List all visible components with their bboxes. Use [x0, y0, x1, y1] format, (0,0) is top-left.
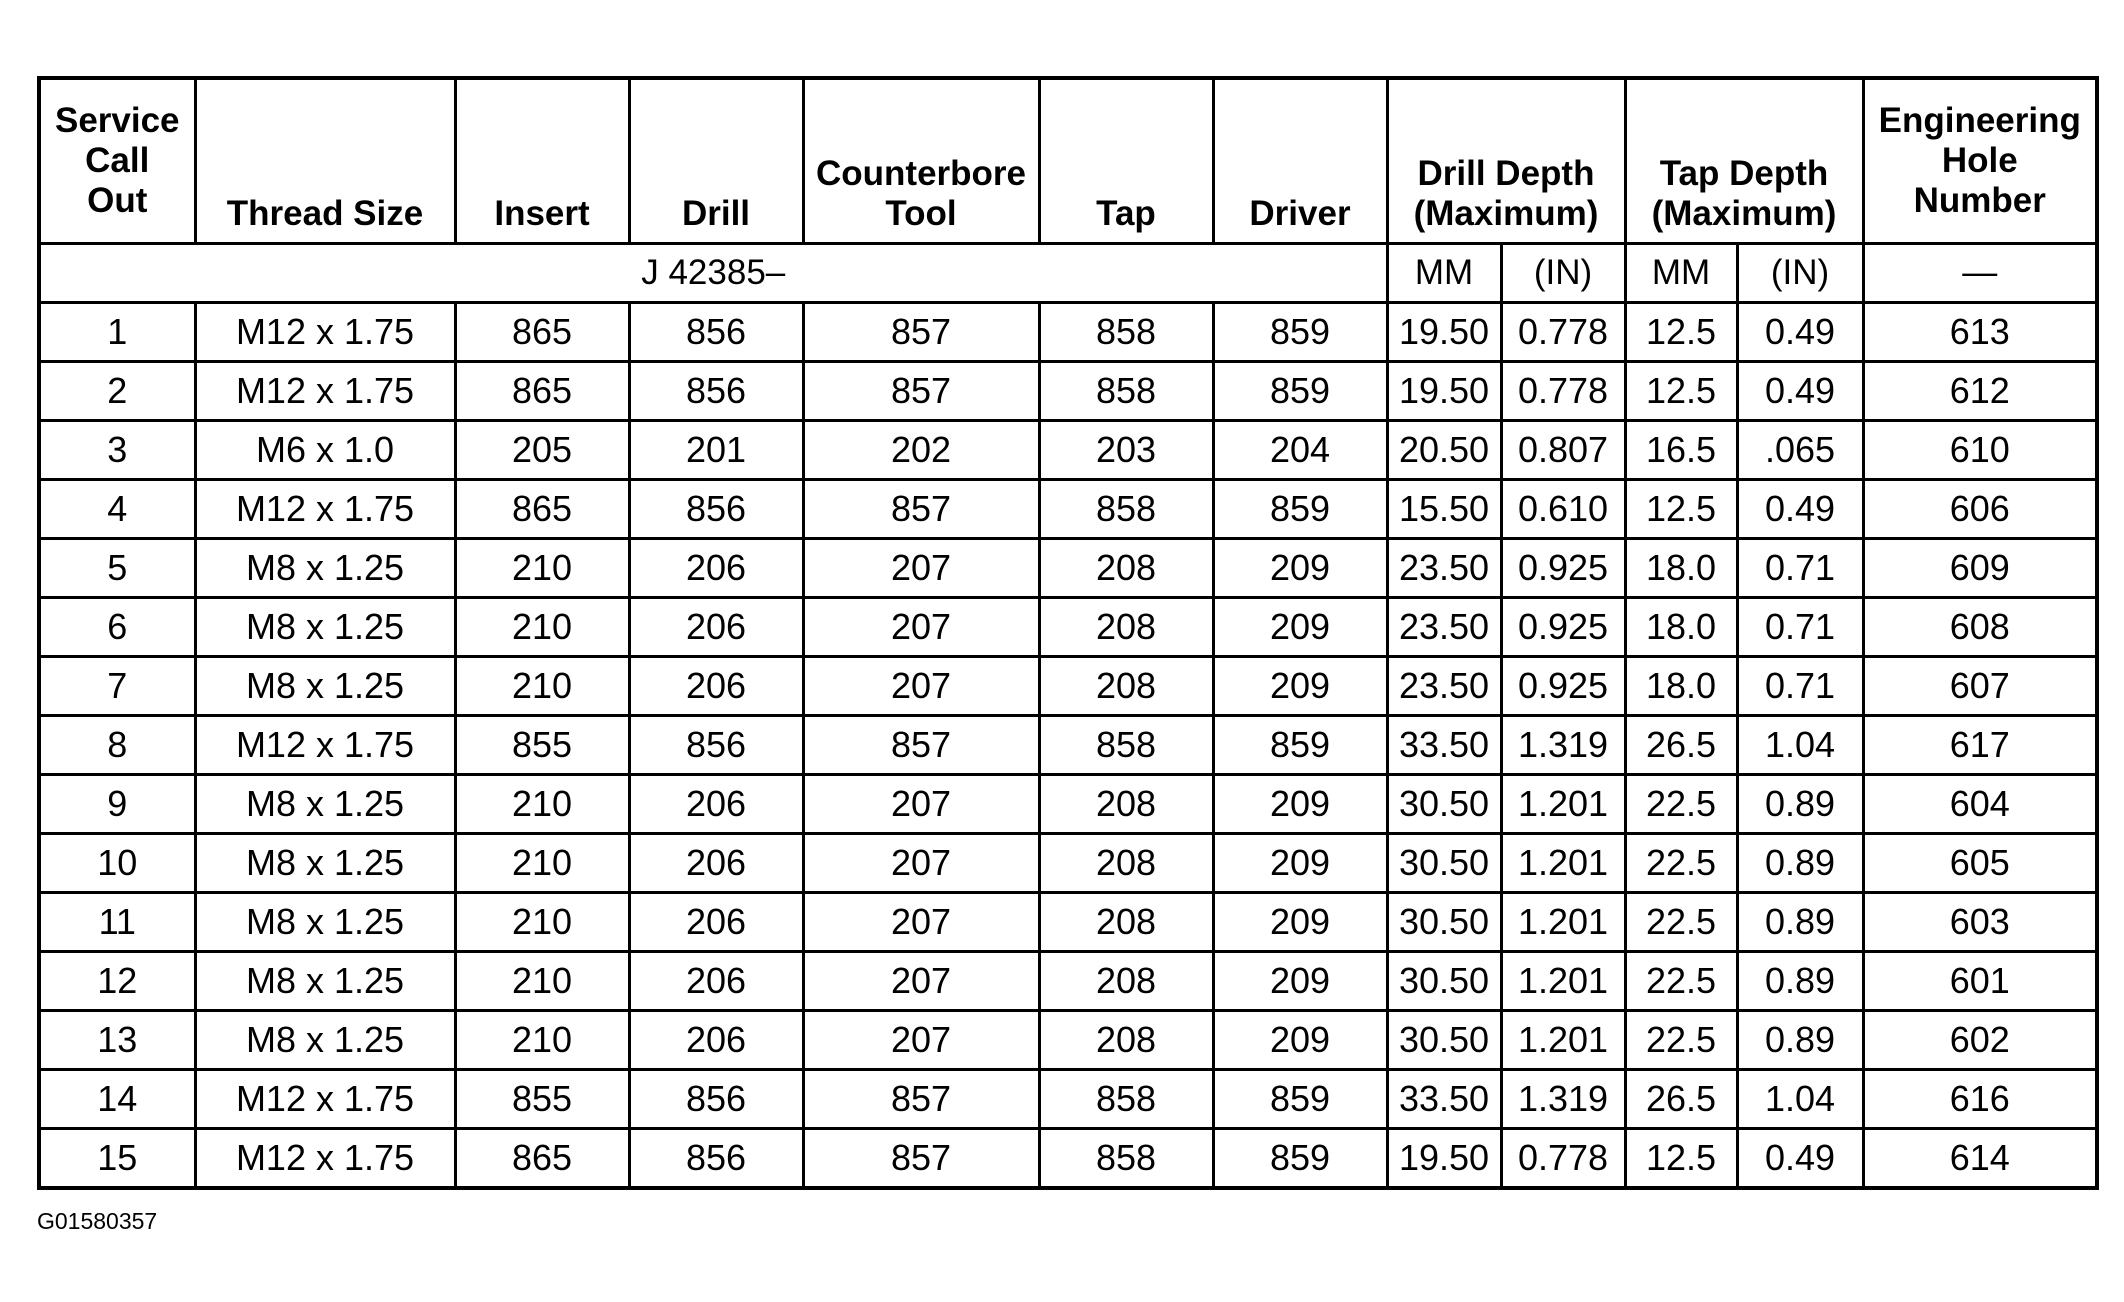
table-cell: 613	[1863, 303, 2097, 362]
table-cell: M12 x 1.75	[195, 303, 455, 362]
table-cell: M12 x 1.75	[195, 480, 455, 539]
table-cell: M8 x 1.25	[195, 598, 455, 657]
table-cell: 208	[1039, 539, 1213, 598]
table-cell: 0.49	[1737, 1129, 1863, 1189]
table-row	[39, 893, 2097, 952]
table-cell: 208	[1039, 598, 1213, 657]
table-body	[39, 303, 2097, 1189]
table-cell: 209	[1213, 893, 1387, 952]
table-cell: 206	[629, 657, 803, 716]
table-cell: 865	[455, 303, 629, 362]
table-cell: 0.71	[1737, 598, 1863, 657]
table-cell: 210	[455, 598, 629, 657]
table-row	[39, 1070, 2097, 1129]
table-cell: 856	[629, 480, 803, 539]
table-cell: 210	[455, 893, 629, 952]
table-cell: 858	[1039, 1070, 1213, 1129]
table-cell: 12.5	[1625, 362, 1737, 421]
header-tap-depth-text: Tap Depth (Maximum)	[1651, 154, 1837, 233]
table-cell: 208	[1039, 834, 1213, 893]
table-cell: 208	[1039, 775, 1213, 834]
header-thread-size	[195, 78, 455, 244]
table-cell: 209	[1213, 657, 1387, 716]
header-service-call-out-text: Service Call Out	[54, 101, 180, 220]
table-cell: 206	[629, 834, 803, 893]
table-cell: 207	[803, 1011, 1039, 1070]
table-cell: 0.49	[1737, 303, 1863, 362]
drill-depth-mm-cell	[1387, 244, 1501, 303]
table-cell: 206	[629, 539, 803, 598]
table-cell: M12 x 1.75	[195, 1070, 455, 1129]
table-cell: 12.5	[1625, 480, 1737, 539]
table-cell: 206	[629, 893, 803, 952]
table-cell: M12 x 1.75	[195, 362, 455, 421]
table-cell: 0.49	[1737, 362, 1863, 421]
table-cell: 210	[455, 539, 629, 598]
table-cell: 30.50	[1387, 952, 1501, 1011]
table-cell: 207	[803, 952, 1039, 1011]
table-row	[39, 303, 2097, 362]
table-cell: 208	[1039, 1011, 1213, 1070]
table-cell: 209	[1213, 952, 1387, 1011]
table-cell: 614	[1863, 1129, 2097, 1189]
table-row	[39, 598, 2097, 657]
table-cell: 0.925	[1501, 598, 1625, 657]
table-cell: 26.5	[1625, 1070, 1737, 1129]
header-row	[39, 78, 2097, 244]
header-thread-size-text: Thread Size	[226, 194, 424, 233]
table-cell: 30.50	[1387, 834, 1501, 893]
header-drill-depth-text: Drill Depth (Maximum)	[1413, 154, 1599, 233]
table-cell: 617	[1863, 716, 2097, 775]
table-row	[39, 421, 2097, 480]
table-cell: 207	[803, 598, 1039, 657]
table-cell: 210	[455, 657, 629, 716]
table-cell: 10	[39, 834, 195, 893]
table-cell: 857	[803, 1070, 1039, 1129]
table-cell: 857	[803, 303, 1039, 362]
table-cell: 856	[629, 1070, 803, 1129]
table-row	[39, 952, 2097, 1011]
table-cell: 209	[1213, 539, 1387, 598]
table-cell: 1.201	[1501, 1011, 1625, 1070]
header-drill	[629, 78, 803, 244]
table-cell: 0.71	[1737, 539, 1863, 598]
tap-depth-in-cell	[1737, 244, 1863, 303]
table-cell: 8	[39, 716, 195, 775]
hole-dash-cell	[1863, 244, 2097, 303]
table-cell: 22.5	[1625, 893, 1737, 952]
header-counterbore-tool	[803, 78, 1039, 244]
tool-prefix-text: J 42385–	[641, 253, 786, 292]
table-cell: 0.778	[1501, 303, 1625, 362]
table-cell: 859	[1213, 362, 1387, 421]
table-row	[39, 362, 2097, 421]
table-row	[39, 657, 2097, 716]
table-cell: 22.5	[1625, 834, 1737, 893]
table-cell: 210	[455, 775, 629, 834]
table-cell: 612	[1863, 362, 2097, 421]
table-cell: 206	[629, 1011, 803, 1070]
table-cell: 9	[39, 775, 195, 834]
header-drill-depth	[1387, 78, 1625, 244]
table-cell: 1.04	[1737, 716, 1863, 775]
table-cell: 203	[1039, 421, 1213, 480]
subheader-row	[39, 244, 2097, 303]
table-cell: 22.5	[1625, 1011, 1737, 1070]
table-cell: 1.319	[1501, 716, 1625, 775]
table-cell: 209	[1213, 598, 1387, 657]
table-cell: 858	[1039, 1129, 1213, 1189]
table-cell: 2	[39, 362, 195, 421]
header-driver-text: Driver	[1249, 194, 1351, 233]
table-cell: 18.0	[1625, 598, 1737, 657]
table-cell: 15.50	[1387, 480, 1501, 539]
table-cell: M12 x 1.75	[195, 1129, 455, 1189]
table-cell: 865	[455, 362, 629, 421]
table-cell: 30.50	[1387, 1011, 1501, 1070]
table-cell: 210	[455, 1011, 629, 1070]
table-cell: 856	[629, 362, 803, 421]
table-cell: 12.5	[1625, 1129, 1737, 1189]
table-cell: 608	[1863, 598, 2097, 657]
table-cell: 208	[1039, 893, 1213, 952]
table-cell: 0.89	[1737, 1011, 1863, 1070]
table-cell: 859	[1213, 1129, 1387, 1189]
table-cell: 610	[1863, 421, 2097, 480]
figure-caption: G01580357	[37, 1208, 158, 1234]
table-cell: 603	[1863, 893, 2097, 952]
table-cell: 20.50	[1387, 421, 1501, 480]
header-tap-depth	[1625, 78, 1863, 244]
table-cell: 857	[803, 1129, 1039, 1189]
table-cell: 30.50	[1387, 775, 1501, 834]
table-cell: 865	[455, 1129, 629, 1189]
table-cell: 207	[803, 893, 1039, 952]
header-driver	[1213, 78, 1387, 244]
table-cell: 3	[39, 421, 195, 480]
table-cell: 208	[1039, 657, 1213, 716]
table-row	[39, 1129, 2097, 1189]
table-cell: 857	[803, 480, 1039, 539]
table-cell: 12.5	[1625, 303, 1737, 362]
table-cell: 855	[455, 1070, 629, 1129]
drill-depth-in-text: (IN)	[1533, 253, 1593, 292]
hole-dash-text: —	[1962, 253, 1998, 292]
table-cell: 204	[1213, 421, 1387, 480]
table-cell: 859	[1213, 480, 1387, 539]
table-cell: 1.201	[1501, 952, 1625, 1011]
table-cell: 23.50	[1387, 539, 1501, 598]
table-cell: 604	[1863, 775, 2097, 834]
table-cell: 609	[1863, 539, 2097, 598]
thread-repair-spec-table	[37, 76, 2099, 1190]
table-cell: 607	[1863, 657, 2097, 716]
table-cell: M6 x 1.0	[195, 421, 455, 480]
table-cell: M8 x 1.25	[195, 952, 455, 1011]
table-cell: 16.5	[1625, 421, 1737, 480]
table-cell: 208	[1039, 952, 1213, 1011]
header-engineering-hole-number-text: Engineering Hole Number	[1878, 101, 2081, 220]
table-cell: 22.5	[1625, 952, 1737, 1011]
table-cell: 865	[455, 480, 629, 539]
table-cell: 19.50	[1387, 362, 1501, 421]
table-cell: 855	[455, 716, 629, 775]
table-cell: 207	[803, 775, 1039, 834]
table-cell: 602	[1863, 1011, 2097, 1070]
header-insert	[455, 78, 629, 244]
table-cell: M8 x 1.25	[195, 657, 455, 716]
table-row	[39, 834, 2097, 893]
table-cell: 207	[803, 657, 1039, 716]
table-cell: 858	[1039, 362, 1213, 421]
table-cell: 19.50	[1387, 1129, 1501, 1189]
table-cell: 1.319	[1501, 1070, 1625, 1129]
table-cell: 0.71	[1737, 657, 1863, 716]
table-cell: 206	[629, 952, 803, 1011]
table-cell: 1.201	[1501, 775, 1625, 834]
table-cell: M8 x 1.25	[195, 775, 455, 834]
header-tap-text: Tap	[1096, 194, 1156, 233]
table-cell: 1.201	[1501, 893, 1625, 952]
table-cell: 0.778	[1501, 1129, 1625, 1189]
table-cell: 858	[1039, 480, 1213, 539]
table-cell: 210	[455, 952, 629, 1011]
table-cell: 0.89	[1737, 775, 1863, 834]
table-cell: 4	[39, 480, 195, 539]
header-insert-text: Insert	[494, 194, 590, 233]
table-cell: 19.50	[1387, 303, 1501, 362]
table-row	[39, 775, 2097, 834]
table-cell: 616	[1863, 1070, 2097, 1129]
table-cell: 209	[1213, 775, 1387, 834]
drill-depth-mm-text: MM	[1414, 253, 1474, 292]
table-cell: 7	[39, 657, 195, 716]
table-cell: 856	[629, 716, 803, 775]
table-cell: 209	[1213, 834, 1387, 893]
drill-depth-in-cell	[1501, 244, 1625, 303]
table-cell: 202	[803, 421, 1039, 480]
table-cell: 0.89	[1737, 834, 1863, 893]
header-drill-text: Drill	[681, 194, 751, 233]
table-cell: 209	[1213, 1011, 1387, 1070]
table-cell: 5	[39, 539, 195, 598]
spec-table-container	[37, 76, 2095, 1190]
table-cell: 856	[629, 1129, 803, 1189]
table-cell: 22.5	[1625, 775, 1737, 834]
header-engineering-hole-number	[1863, 78, 2097, 244]
table-cell: 601	[1863, 952, 2097, 1011]
table-cell: 210	[455, 834, 629, 893]
table-cell: 33.50	[1387, 716, 1501, 775]
table-cell: 6	[39, 598, 195, 657]
table-cell: 859	[1213, 716, 1387, 775]
table-cell: 18.0	[1625, 539, 1737, 598]
table-cell: 856	[629, 303, 803, 362]
table-cell: 0.807	[1501, 421, 1625, 480]
table-cell: M12 x 1.75	[195, 716, 455, 775]
tap-depth-in-text: (IN)	[1770, 253, 1830, 292]
table-cell: 0.610	[1501, 480, 1625, 539]
header-service-call-out	[39, 78, 195, 244]
table-cell: 206	[629, 598, 803, 657]
table-row	[39, 1011, 2097, 1070]
tap-depth-mm-text: MM	[1651, 253, 1711, 292]
table-cell: 15	[39, 1129, 195, 1189]
table-cell: M8 x 1.25	[195, 539, 455, 598]
table-cell: 26.5	[1625, 716, 1737, 775]
table-cell: 1.04	[1737, 1070, 1863, 1129]
table-row	[39, 716, 2097, 775]
table-cell: 201	[629, 421, 803, 480]
table-cell: 858	[1039, 303, 1213, 362]
header-counterbore-tool-text: Counterbore Tool	[816, 154, 1026, 233]
table-cell: 1.201	[1501, 834, 1625, 893]
table-cell: 859	[1213, 1070, 1387, 1129]
table-cell: 0.49	[1737, 480, 1863, 539]
table-cell: 0.925	[1501, 539, 1625, 598]
table-cell: 0.778	[1501, 362, 1625, 421]
tool-prefix-cell	[39, 244, 1387, 303]
table-cell: 1	[39, 303, 195, 362]
table-cell: .065	[1737, 421, 1863, 480]
table-cell: M8 x 1.25	[195, 1011, 455, 1070]
header-tap	[1039, 78, 1213, 244]
table-cell: 0.925	[1501, 657, 1625, 716]
table-cell: 23.50	[1387, 657, 1501, 716]
table-row	[39, 539, 2097, 598]
table-cell: 12	[39, 952, 195, 1011]
table-cell: M8 x 1.25	[195, 834, 455, 893]
table-cell: 23.50	[1387, 598, 1501, 657]
table-cell: 18.0	[1625, 657, 1737, 716]
tap-depth-mm-cell	[1625, 244, 1737, 303]
table-row	[39, 480, 2097, 539]
table-cell: 11	[39, 893, 195, 952]
table-cell: 0.89	[1737, 952, 1863, 1011]
table-cell: 30.50	[1387, 893, 1501, 952]
table-cell: 205	[455, 421, 629, 480]
table-cell: 206	[629, 775, 803, 834]
table-cell: 857	[803, 362, 1039, 421]
table-cell: 859	[1213, 303, 1387, 362]
table-cell: 605	[1863, 834, 2097, 893]
table-cell: 13	[39, 1011, 195, 1070]
table-cell: 857	[803, 716, 1039, 775]
table-cell: 0.89	[1737, 893, 1863, 952]
table-cell: 207	[803, 834, 1039, 893]
table-cell: 207	[803, 539, 1039, 598]
table-cell: 14	[39, 1070, 195, 1129]
table-cell: 858	[1039, 716, 1213, 775]
table-cell: 33.50	[1387, 1070, 1501, 1129]
table-cell: 606	[1863, 480, 2097, 539]
table-cell: M8 x 1.25	[195, 893, 455, 952]
